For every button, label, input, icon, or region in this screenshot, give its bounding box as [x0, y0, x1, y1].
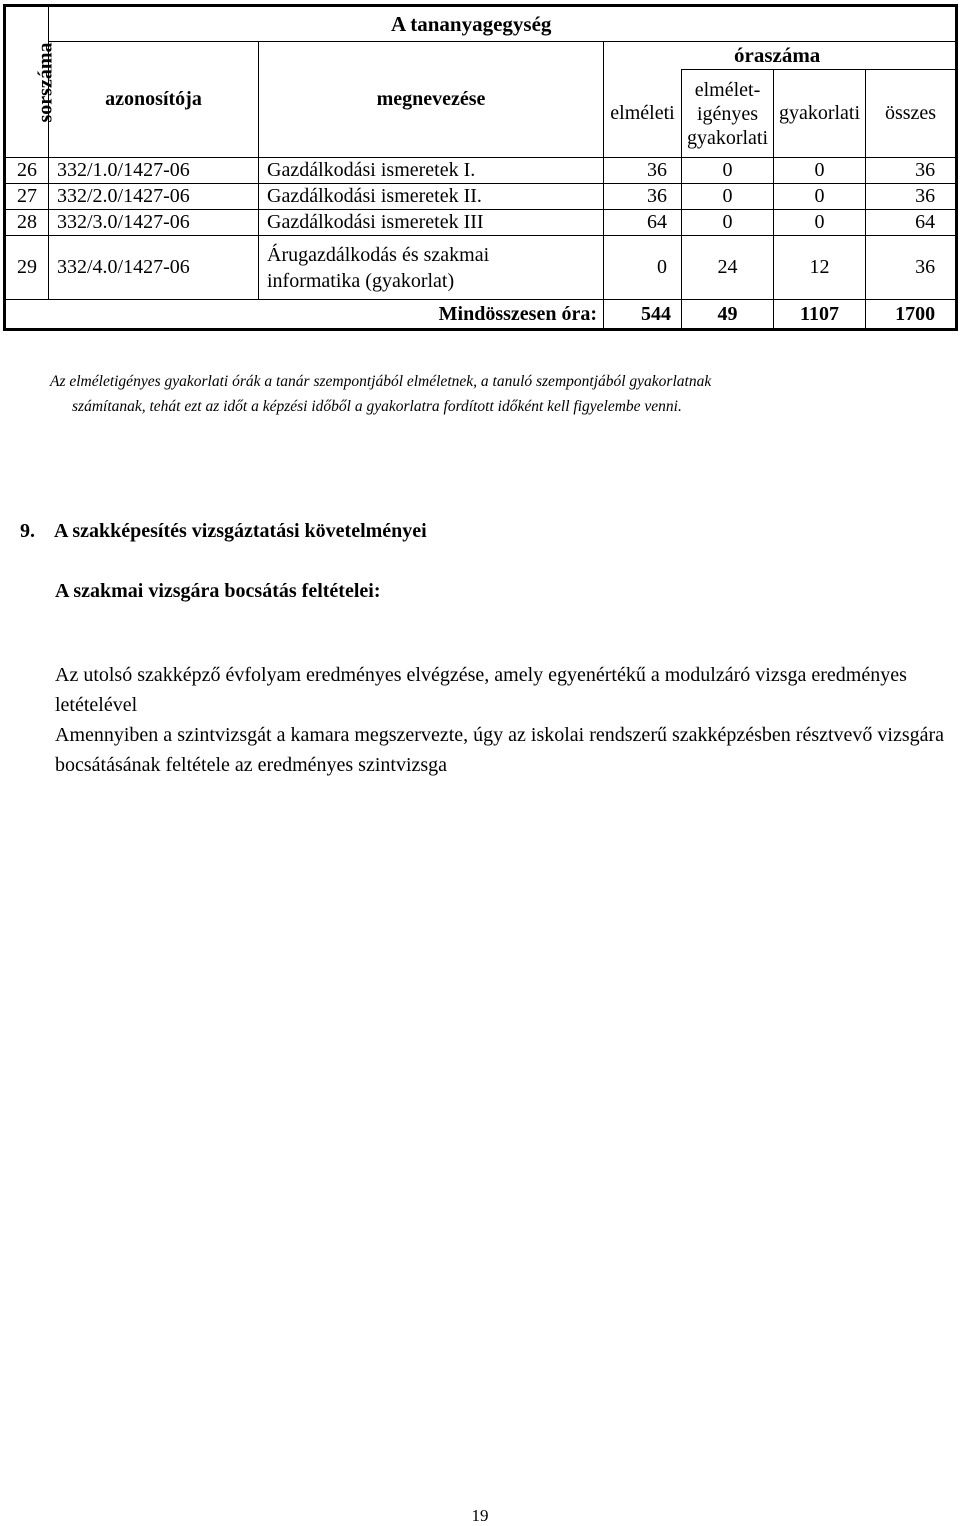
- section-title: A szakképesítés vizsgáztatási követelményei: [54, 520, 427, 542]
- row-gyakorlati: 0: [774, 184, 866, 210]
- header-gyakorlati: gyakorlati: [774, 70, 866, 158]
- row-elmeletigenyes: 0: [682, 210, 774, 236]
- footnote-line2: számítanak, tehát ezt az időt a képzési időből a gyakorlatra fordított időként kell figyelembe venni.: [72, 398, 682, 415]
- header-osszes: összes: [866, 70, 957, 158]
- row-osszes: 36: [866, 158, 957, 184]
- row-number: 29: [5, 236, 49, 300]
- row-name-line1: Árugazdálkodás és szakmai: [267, 243, 490, 266]
- header-azonositoja: azonosítója: [49, 42, 259, 158]
- row-name: Gazdálkodási ismeretek I.: [259, 158, 604, 184]
- header-elmeletigenyes-line3: gyakorlati: [686, 126, 769, 149]
- row-elmeleti: 0: [604, 236, 682, 300]
- section-body: [55, 660, 945, 780]
- table-row: [5, 158, 957, 184]
- row-id: 332/4.0/1427-06: [49, 236, 259, 300]
- curriculum-table: [3, 4, 958, 331]
- table-row: [5, 210, 957, 236]
- row-elmeleti: 36: [604, 184, 682, 210]
- row-id: 332/1.0/1427-06: [49, 158, 259, 184]
- row-number: 28: [5, 210, 49, 236]
- row-name: Gazdálkodási ismeretek II.: [259, 184, 604, 210]
- row-number: 27: [5, 184, 49, 210]
- table-row: [5, 236, 957, 300]
- total-elmeleti: 544: [604, 300, 682, 330]
- row-name: [259, 236, 604, 300]
- row-name: Gazdálkodási ismeretek III: [259, 210, 604, 236]
- row-osszes: 64: [866, 210, 957, 236]
- footnote: [50, 369, 930, 419]
- row-osszes: 36: [866, 184, 957, 210]
- section-number: 9.: [20, 520, 35, 542]
- header-oraszama: óraszáma: [604, 42, 957, 70]
- row-elmeleti: 64: [604, 210, 682, 236]
- section-heading: [20, 520, 427, 543]
- row-name-line2: informatika (gyakorlat): [267, 269, 455, 292]
- paragraph: Amennyiben a szintvizsgát a kamara megszervezte, úgy az iskolai rendszerű szakképzésben résztvevő vizsgára bocsátásának feltétele az eredményes szintvizsga: [55, 724, 945, 776]
- page-number: 19: [471, 1506, 489, 1525]
- footnote-line1: Az elméletigényes gyakorlati órák a tanár szempontjából elméletnek, a tanuló szempontjából gyakorlatnak: [50, 373, 712, 390]
- header-tananyagegyseg: A tananyagegység: [49, 6, 957, 42]
- row-id: 332/2.0/1427-06: [49, 184, 259, 210]
- row-gyakorlati: 0: [774, 210, 866, 236]
- section-subtitle: A szakmai vizsgára bocsátás feltételei:: [55, 580, 381, 602]
- row-elmeletigenyes: 0: [682, 184, 774, 210]
- total-osszes: 1700: [866, 300, 957, 330]
- total-row: [5, 300, 957, 330]
- header-megnevezese: megnevezése: [259, 42, 604, 158]
- row-id: 332/3.0/1427-06: [49, 210, 259, 236]
- header-elmeletigenyes: [682, 70, 774, 158]
- table-row: [5, 184, 957, 210]
- paragraph: Az utolsó szakképző évfolyam eredményes elvégzése, amely egyenértékű a modulzáró vizsga eredményes letételével: [55, 664, 907, 716]
- row-gyakorlati: 12: [774, 236, 866, 300]
- row-number: 26: [5, 158, 49, 184]
- row-gyakorlati: 0: [774, 158, 866, 184]
- row-elmeletigenyes: 24: [682, 236, 774, 300]
- total-elmeletigenyes: 49: [682, 300, 774, 330]
- total-label: Mindösszesen óra:: [5, 300, 604, 330]
- row-elmeletigenyes: 0: [682, 158, 774, 184]
- header-elmeletigenyes-line2: igényes: [696, 102, 759, 125]
- header-elmeletigenyes-line1: elmélet-: [694, 78, 761, 101]
- total-gyakorlati: 1107: [774, 300, 866, 330]
- row-elmeleti: 36: [604, 158, 682, 184]
- header-sorszama: sorszáma: [5, 6, 49, 158]
- header-elmeleti: elméleti: [604, 70, 682, 158]
- row-osszes: 36: [866, 236, 957, 300]
